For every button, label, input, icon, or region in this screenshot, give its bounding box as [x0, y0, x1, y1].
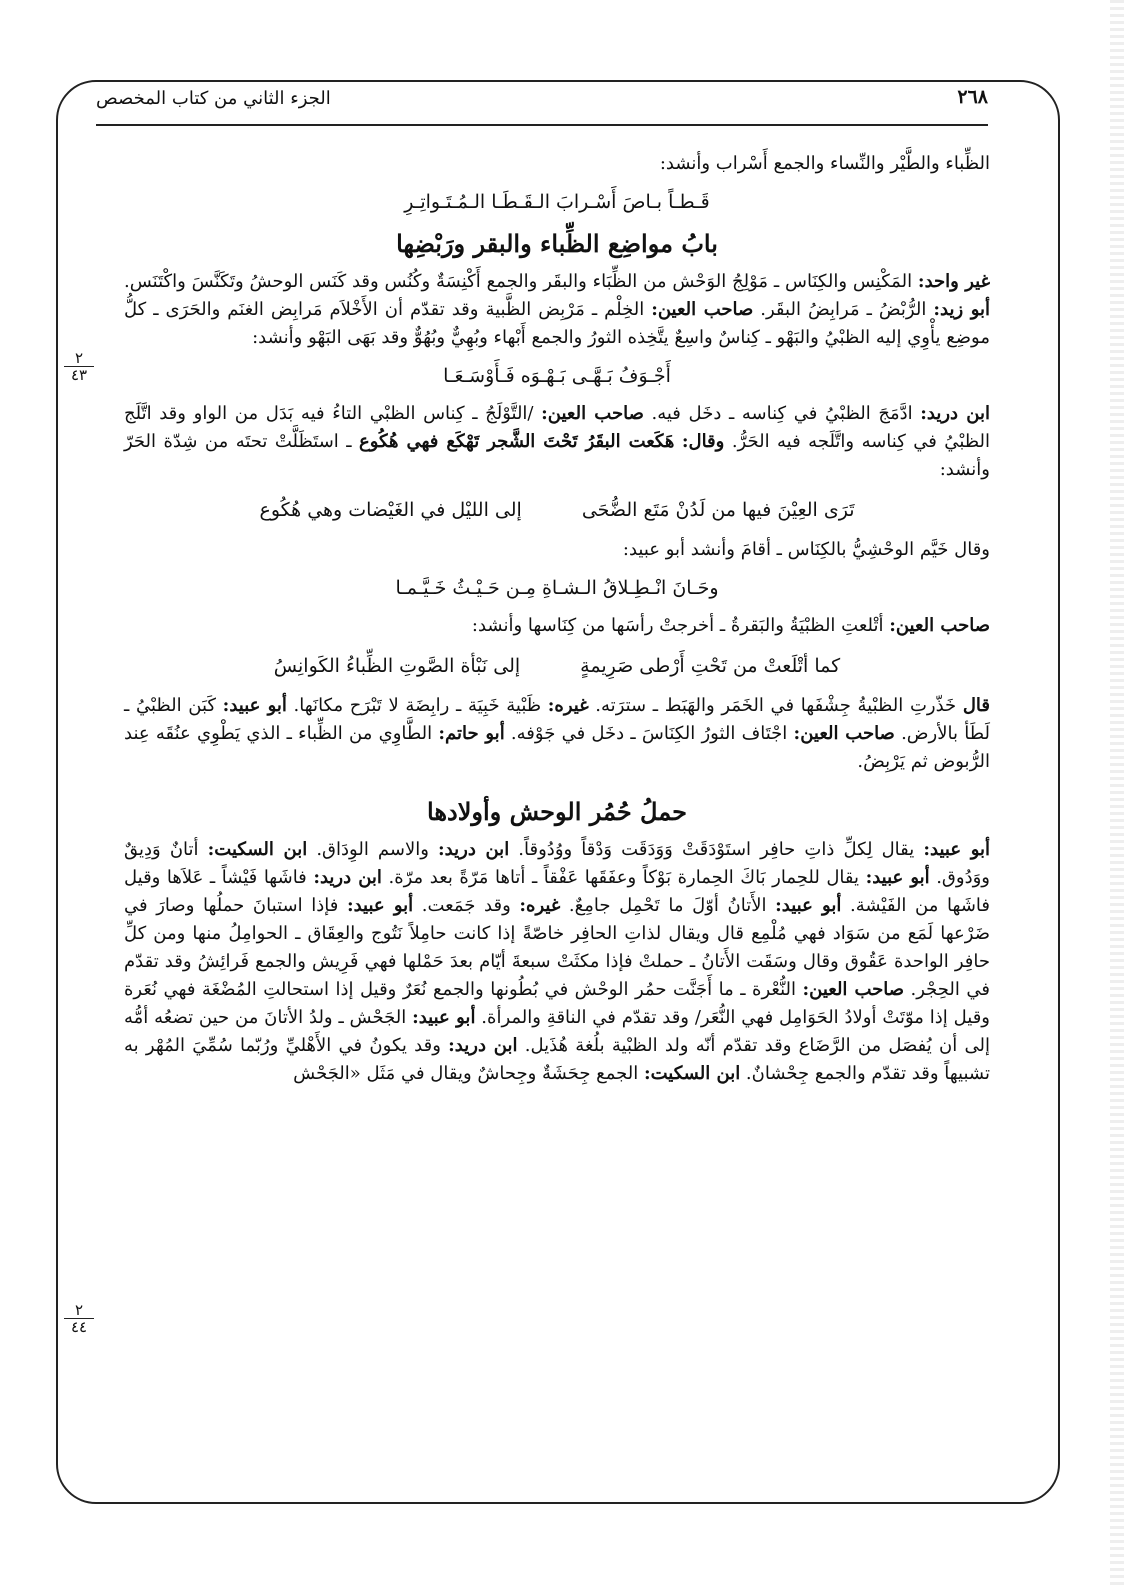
margin-note-2: ٢ ٤٤	[64, 1302, 94, 1335]
header-rule	[96, 124, 988, 126]
text-segment: الطَّاوِي من الظِّباء ـ الذي يَطْوِي عنُقَه عِند الرُّبوض ثم يَرْبِضُ.	[124, 723, 990, 772]
intro-line: الظِّباء والطَّيْر والنِّساء والجمع أَسْراب وأنشد:	[659, 153, 990, 174]
text-segment: خَذّرتِ الظبْيةُ جِشْفَها في الخَمَر والهَبَط ـ سترَته.	[588, 695, 963, 716]
speaker-label: صاحب العين:	[793, 723, 895, 744]
text-segment: الجَحْش ـ ولدُ الأتانَ من حين تضعُه أمُّه إلى أن يُفصَل من الرَّضَاع وقد تقدّم أنّه ولد الظبْية بلُغة هُذَيل.	[124, 1007, 990, 1056]
running-title: الجزء الثاني من كتاب المخصص	[96, 88, 331, 109]
page-header	[96, 86, 988, 120]
page-number: ٢٦٨	[957, 86, 988, 108]
speaker-label: غيره:	[519, 895, 561, 916]
speaker-label: أبو عبيد:	[346, 895, 414, 916]
speaker-label: ابن دريد:	[448, 1035, 518, 1056]
text-segment: الجمع جِحَشَةٌ وجِحاشٌ ويقال في مَثَل «الجَحْش	[293, 1063, 644, 1084]
speaker-label: ابن السكيت:	[643, 1063, 741, 1084]
speaker-label: صاحب العين:	[541, 403, 644, 424]
text-segment: فاشَها فَيْشاً ـ عَلاَها وقيل فاشَها من الفَيْشة.	[124, 867, 990, 916]
speaker-label: أبو زيد:	[933, 299, 991, 320]
paragraph-2	[124, 400, 990, 484]
verse-3: تَرَى العِيْنَ فيها من لَدُنْ مَتَع الضُّحَى إلى الليْل في الغَيْضات وهي هُكُوع	[259, 499, 855, 521]
speaker-label: وقال:	[681, 431, 725, 452]
text-segment: أتانٌ وَدِيقٌ ووَدُوق.	[124, 839, 990, 888]
text-segment: وقد يكونُ في الأَهْليِّ ورُبّما سُمِّيَ المُهْر به تشبيهاً وقد تقدّم والجمع جِحْشانٌ.	[124, 1035, 990, 1084]
speaker-label: ابن دريد:	[920, 403, 990, 424]
paragraph-6	[124, 836, 990, 1088]
paragraph-1	[124, 268, 990, 352]
speaker-label: أبو عبيد:	[865, 867, 930, 888]
speaker-label: أبو عبيد:	[412, 1007, 476, 1028]
paragraph-3: وقال خَيَّم الوحْشِيُّ بالكِنَاس ـ أقامَ وأنشد أبو عبيد:	[622, 539, 990, 560]
verse-2: أَجْـوَفُ بَـهَّـى بَـهْـوَه فَـأَوْسَـعَـا	[443, 365, 671, 387]
speaker-label: قال	[962, 695, 991, 716]
text-segment: /التَّوْلَجُ ـ كِناس الظبْي التاءُ فيه بَدَل من الواو وقد اتَّلَج الظبْيُ في كِناسه واتَّلَجه فيه الحَرُّ.	[124, 403, 990, 452]
text-segment: ادَّمَجَ الظبْيُ في كِناسه ـ دخَل فيه.	[643, 403, 921, 424]
speaker-label: صاحب العين:	[651, 299, 754, 320]
speaker-label: ابن دريد:	[438, 839, 510, 860]
text-segment: وقد جَمَعت.	[413, 895, 520, 916]
verse-5: كما أتْلَعتْ من تَحْتِ أَرْطى صَرِيمةٍ إلى نَبْأة الصَّوتِ الظِّباءُ الكَوانِسُ	[273, 655, 841, 677]
scan-edge	[1110, 0, 1124, 1585]
page-body	[124, 150, 990, 1092]
paragraph-5	[124, 692, 990, 776]
paragraph-4	[124, 612, 990, 640]
text-segment: النُّعْرة ـ ما أَجَنَّت حمُر الوحْش في بُطُونها والجمع نُعَرٌ وقيل إذا استحالتِ المُضْغَة فهي نُعَرة وقيل إذا موّتَتْ أولادُ الحَوَامِل فهي النُّعَر/ وقد تقدّم في الناقةِ والمرأة.	[124, 979, 990, 1028]
margin-note-1: ٢ ٤٣	[64, 350, 94, 383]
text-segment: الخِلْم ـ مَرْبِض الظَّبية وقد تقدّم أن الأَخْلاَم مَرابِض الغنَم والحَرَى ـ كلُّ موضِع يأْوِي إليه الظبْيُ والبَهْو ـ كِناسٌ واسِعٌ يتَّخِذه الثورُ والجمع أَبْهاء وبُهِيٌّ وبُهُوٌّ وقد بَهَى البَهْو وأنشد:	[124, 299, 990, 348]
speaker-label: غيره:	[547, 695, 589, 716]
text-segment: يقال للحِمار بَاكَ الحِمارة بَوْكاً وعفَقَها عَفْقاً ـ أتاها مَرّةً بعد مرّة.	[381, 867, 866, 888]
section-heading-2: حملُ حُمُر الوحش وأولادها	[427, 797, 687, 826]
text-segment: ـ استَظَلَّتْ تحتَه من شِدّة الحَرّ وأنشد:	[124, 431, 990, 480]
text-segment: المَكْنِس والكِنَاس ـ مَوْلِجُ الوَحْش من الظِّبَاء والبقَر والجمع أَكْنِسَةٌ وكُنُس وقد كَنَس الوحشُ وتَكَنَّسَ واكْتَنَس.	[124, 271, 918, 292]
text-segment: يقال لِكلِّ ذاتِ حافِر استَوْدَقَتْ وَوَدَقَت وَدْقاً ووُدُوقاً.	[509, 839, 924, 860]
text-segment: الرُّبْضُ ـ مَرابِضُ البقَر.	[753, 299, 934, 320]
speaker-label: صاحب العين:	[802, 979, 905, 1000]
text-segment: ظَبْية خَبِيَة ـ رابِضَة لا تَبْرَح مكانَها.	[286, 695, 548, 716]
text-segment: اجْتَاف الثورُ الكِنَاسَ ـ دخَل في جَوْفه.	[504, 723, 794, 744]
text-segment: الأَتانُ أوّلَ ما تَحْمِل جامِعٌ.	[560, 895, 776, 916]
text-segment: كَبَن الظبْيُ ـ لَطَأ بالأرض.	[124, 695, 990, 744]
speaker-label: أبو عبيد:	[222, 695, 287, 716]
verse-1: قَـطـاً بـاصَ أَسْـرابَ الـقَـطَـا الـمُـتَـواتِـرِ	[404, 191, 710, 213]
speaker-label: ابن السكيت:	[207, 839, 308, 860]
verse-4: وحَـانَ انْـطِـلاقُ الـشـاةِ مِـن حَـيْـثُ خَـيَّـمـا	[395, 577, 719, 599]
section-heading-1: بابُ مواضِع الظِّباء والبقر ورَبْضِها	[396, 229, 718, 258]
text-segment: أتْلعتِ الظبْيَةُ والبَقرةُ ـ أخرجتْ رأسَها من كِنَاسها وأنشد:	[471, 615, 890, 636]
speaker-label: أبو عبيد:	[923, 839, 991, 860]
speaker-label: صاحب العين:	[889, 615, 990, 636]
text-segment: فإذا استبانَ حملُها وصارَ في ضَرْعها لَمَع من سَوَاد فهي مُلْمِع قال ويقال لذاتِ الحافِر خاصّةً إذا كانت حامِلاً نَتُوج والعِقَاق ـ الحوامِلُ منها ومن كلِّ حافِر الواحدة عَقُوق وقال وسَقَت الأَتانُ ـ حملتْ فإذا مكثَتْ سبعةَ أيّام بعدَ حَمْلها فهي فَرِيش والجمع فَرائِشُ وقد تقدّم في الحِجْر.	[124, 895, 990, 1000]
speaker-label: أبو حاتم:	[438, 723, 505, 744]
speaker-label: أبو عبيد:	[775, 895, 842, 916]
speaker-label: ابن دريد:	[313, 867, 382, 888]
text-segment	[674, 431, 681, 452]
text-segment: والاسم الوِدَاق.	[307, 839, 439, 860]
speaker-label: هَكَعت البقَرُ تَحْتَ الشَّجر تَهْكَع فهي هُكُوع	[359, 431, 675, 452]
speaker-label: غير واحد:	[917, 271, 990, 292]
